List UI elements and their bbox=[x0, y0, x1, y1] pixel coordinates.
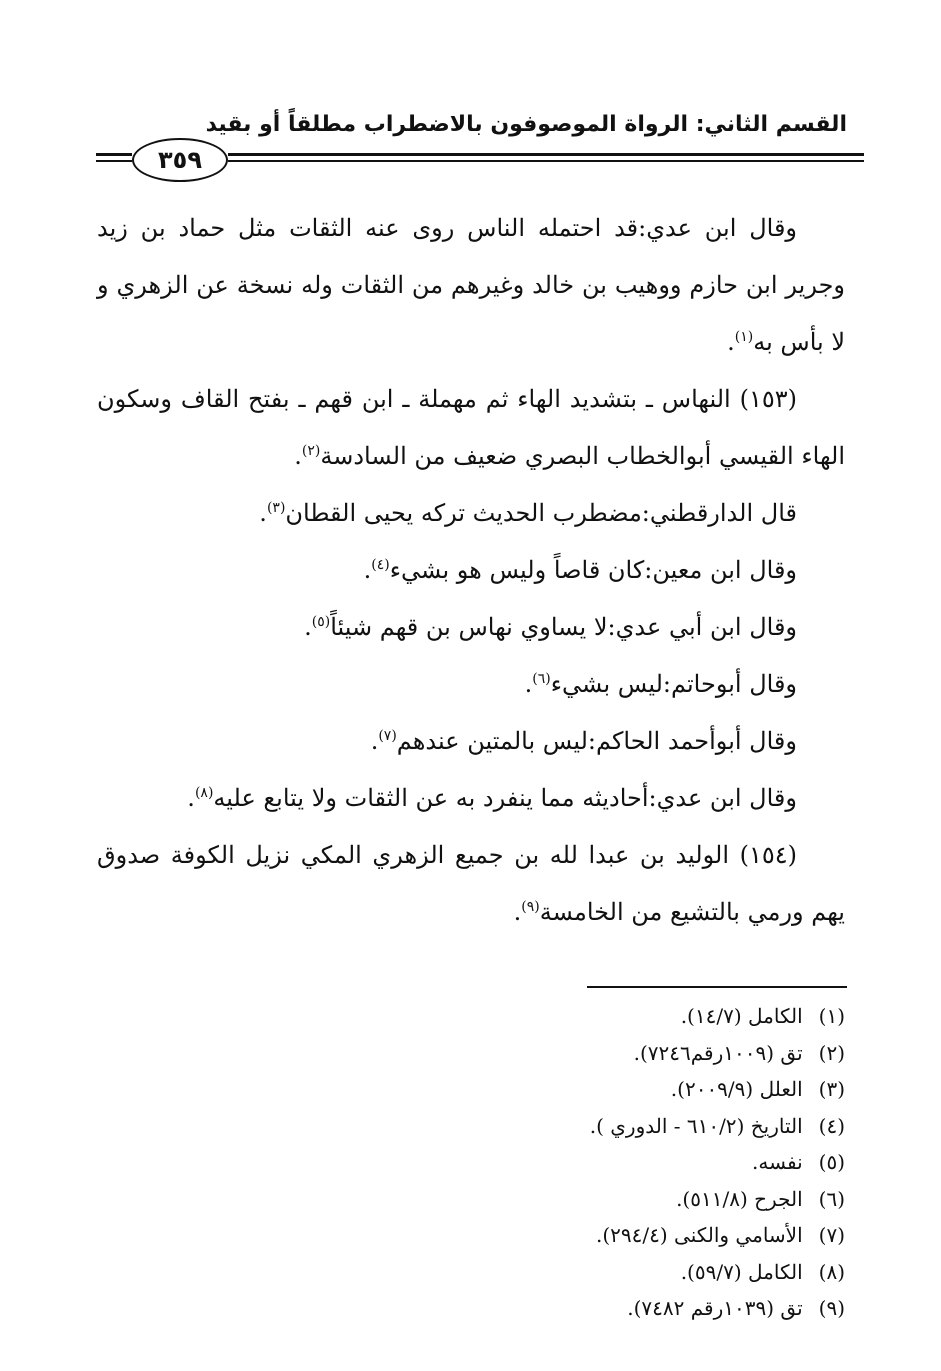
paragraph bbox=[97, 542, 845, 599]
paragraph bbox=[97, 599, 845, 656]
paragraph-end: . bbox=[727, 328, 735, 356]
footnote-ref: (٢) bbox=[301, 443, 321, 459]
footnote-ref: (٣) bbox=[266, 500, 286, 516]
header-rule-line bbox=[96, 160, 132, 162]
footnote-item bbox=[245, 1181, 845, 1218]
footnote-ref: (١) bbox=[734, 329, 754, 345]
paragraph-end: . bbox=[524, 670, 533, 698]
paragraph-text: وقال أبوأحمد الحاكم:ليس بالمتين عندهم bbox=[396, 727, 797, 755]
footnote-text: الكامل (١٤/٧). bbox=[680, 1004, 803, 1028]
paragraph-end: . bbox=[513, 898, 522, 926]
footnote-ref: (٨) bbox=[194, 785, 214, 801]
footnote-text: الجرح (٥١١/٨). bbox=[676, 1186, 803, 1211]
footnote-number: (٤) bbox=[818, 1113, 845, 1138]
footnote-item bbox=[245, 1290, 845, 1327]
footnote-text: نفسه. bbox=[752, 1150, 803, 1174]
footnote-number: (٢) bbox=[818, 1040, 845, 1065]
paragraph bbox=[97, 656, 845, 713]
header-rule bbox=[96, 138, 864, 182]
paragraph-end: . bbox=[363, 556, 372, 584]
footnote-text: الأسامي والكنى (٢٩٤/٤). bbox=[595, 1223, 803, 1247]
paragraph-text: وقال ابن عدي:أحاديثه مما ينفرد به عن الثقات ولا يتابع عليه bbox=[213, 784, 797, 812]
paragraph bbox=[97, 713, 845, 770]
footnote-ref: (٧) bbox=[378, 728, 397, 744]
footnote-text: الكامل (٥٩/٧). bbox=[680, 1259, 803, 1284]
footnote-number: (٥) bbox=[818, 1150, 845, 1174]
footnote-ref: (٩) bbox=[521, 899, 540, 915]
footnote-ref: (٥) bbox=[311, 614, 331, 630]
paragraph bbox=[97, 485, 845, 542]
footnote-number: (٦) bbox=[818, 1186, 845, 1211]
main-text bbox=[97, 200, 845, 941]
paragraph-end: . bbox=[304, 613, 312, 641]
paragraph-end: . bbox=[259, 499, 267, 527]
footnote-item bbox=[245, 1217, 845, 1254]
footnote-ref: (٦) bbox=[532, 671, 551, 687]
footnote-item bbox=[245, 1035, 845, 1072]
footnote-ref: (٤) bbox=[371, 557, 390, 573]
footnote-separator bbox=[587, 986, 847, 988]
header-rule-line bbox=[96, 153, 132, 156]
paragraph-text: وقال ابن معين:كان قاصاً وليس هو بشيء bbox=[389, 556, 797, 584]
paragraph-end: . bbox=[187, 784, 195, 812]
paragraph bbox=[97, 200, 845, 371]
footnotes-list bbox=[245, 998, 845, 1327]
paragraph-text: قال الدارقطني:مضطرب الحديث تركه يحيى القطان bbox=[285, 499, 797, 527]
page-number: ٣٥٩ bbox=[132, 138, 228, 182]
footnote-item bbox=[245, 1254, 845, 1291]
footnote-number: (٧) bbox=[818, 1223, 845, 1247]
header-rule-line bbox=[228, 153, 864, 156]
footnote-number: (١) bbox=[818, 1004, 845, 1028]
footnote-text: تق (١٠٣٩رقم ٧٤٨٢). bbox=[627, 1296, 803, 1320]
footnote-item bbox=[245, 1144, 845, 1181]
footnote-number: (٣) bbox=[818, 1077, 845, 1101]
paragraph-text: (١٥٣) النهاس ـ بتشديد الهاء ثم مهملة ـ ابن قهم ـ بفتح القاف وسكون الهاء القيسي أبوالخطاب البصري ضعيف من السادسة bbox=[97, 385, 845, 470]
paragraph-text: وقال أبوحاتم:ليس بشيء bbox=[550, 670, 797, 698]
paragraph-end: . bbox=[370, 727, 379, 755]
paragraph-text: (١٥٤) الوليد بن عبدا لله بن جميع الزهري المكي نزيل الكوفة صدوق يهم ورمي بالتشيع من الخامسة bbox=[97, 841, 845, 926]
paragraph bbox=[97, 371, 845, 485]
footnote-text: العلل (٢٠٠٩/٩). bbox=[670, 1077, 803, 1101]
footnote-text: التاريخ (٦١٠/٢ - الدوري ). bbox=[589, 1113, 803, 1138]
footnote-text: تق (١٠٠٩رقم٧٢٤٦). bbox=[633, 1040, 803, 1065]
paragraph-end: . bbox=[294, 442, 302, 470]
header-rule-line bbox=[228, 160, 864, 162]
footnote-item bbox=[245, 998, 845, 1035]
running-title: القسم الثاني: الرواة الموصوفون بالاضطراب مطلقاً أو بقيد bbox=[205, 112, 847, 137]
paragraph-text: وقال ابن عدي:قد احتمله الناس روى عنه الثقات مثل حماد بن زيد وجرير ابن حازم ووهيب بن خالد وغيرهم من الثقات وله نسخة عن الزهري و لا بأس به bbox=[97, 214, 845, 356]
footnote-item bbox=[245, 1108, 845, 1145]
footnote-number: (٩) bbox=[818, 1296, 845, 1320]
footnote-number: (٨) bbox=[818, 1259, 845, 1284]
paragraph-text: وقال ابن أبي عدي:لا يساوي نهاس بن قهم شيئاً bbox=[330, 613, 797, 641]
paragraph bbox=[97, 770, 845, 827]
paragraph bbox=[97, 827, 845, 941]
footnote-item bbox=[245, 1071, 845, 1108]
